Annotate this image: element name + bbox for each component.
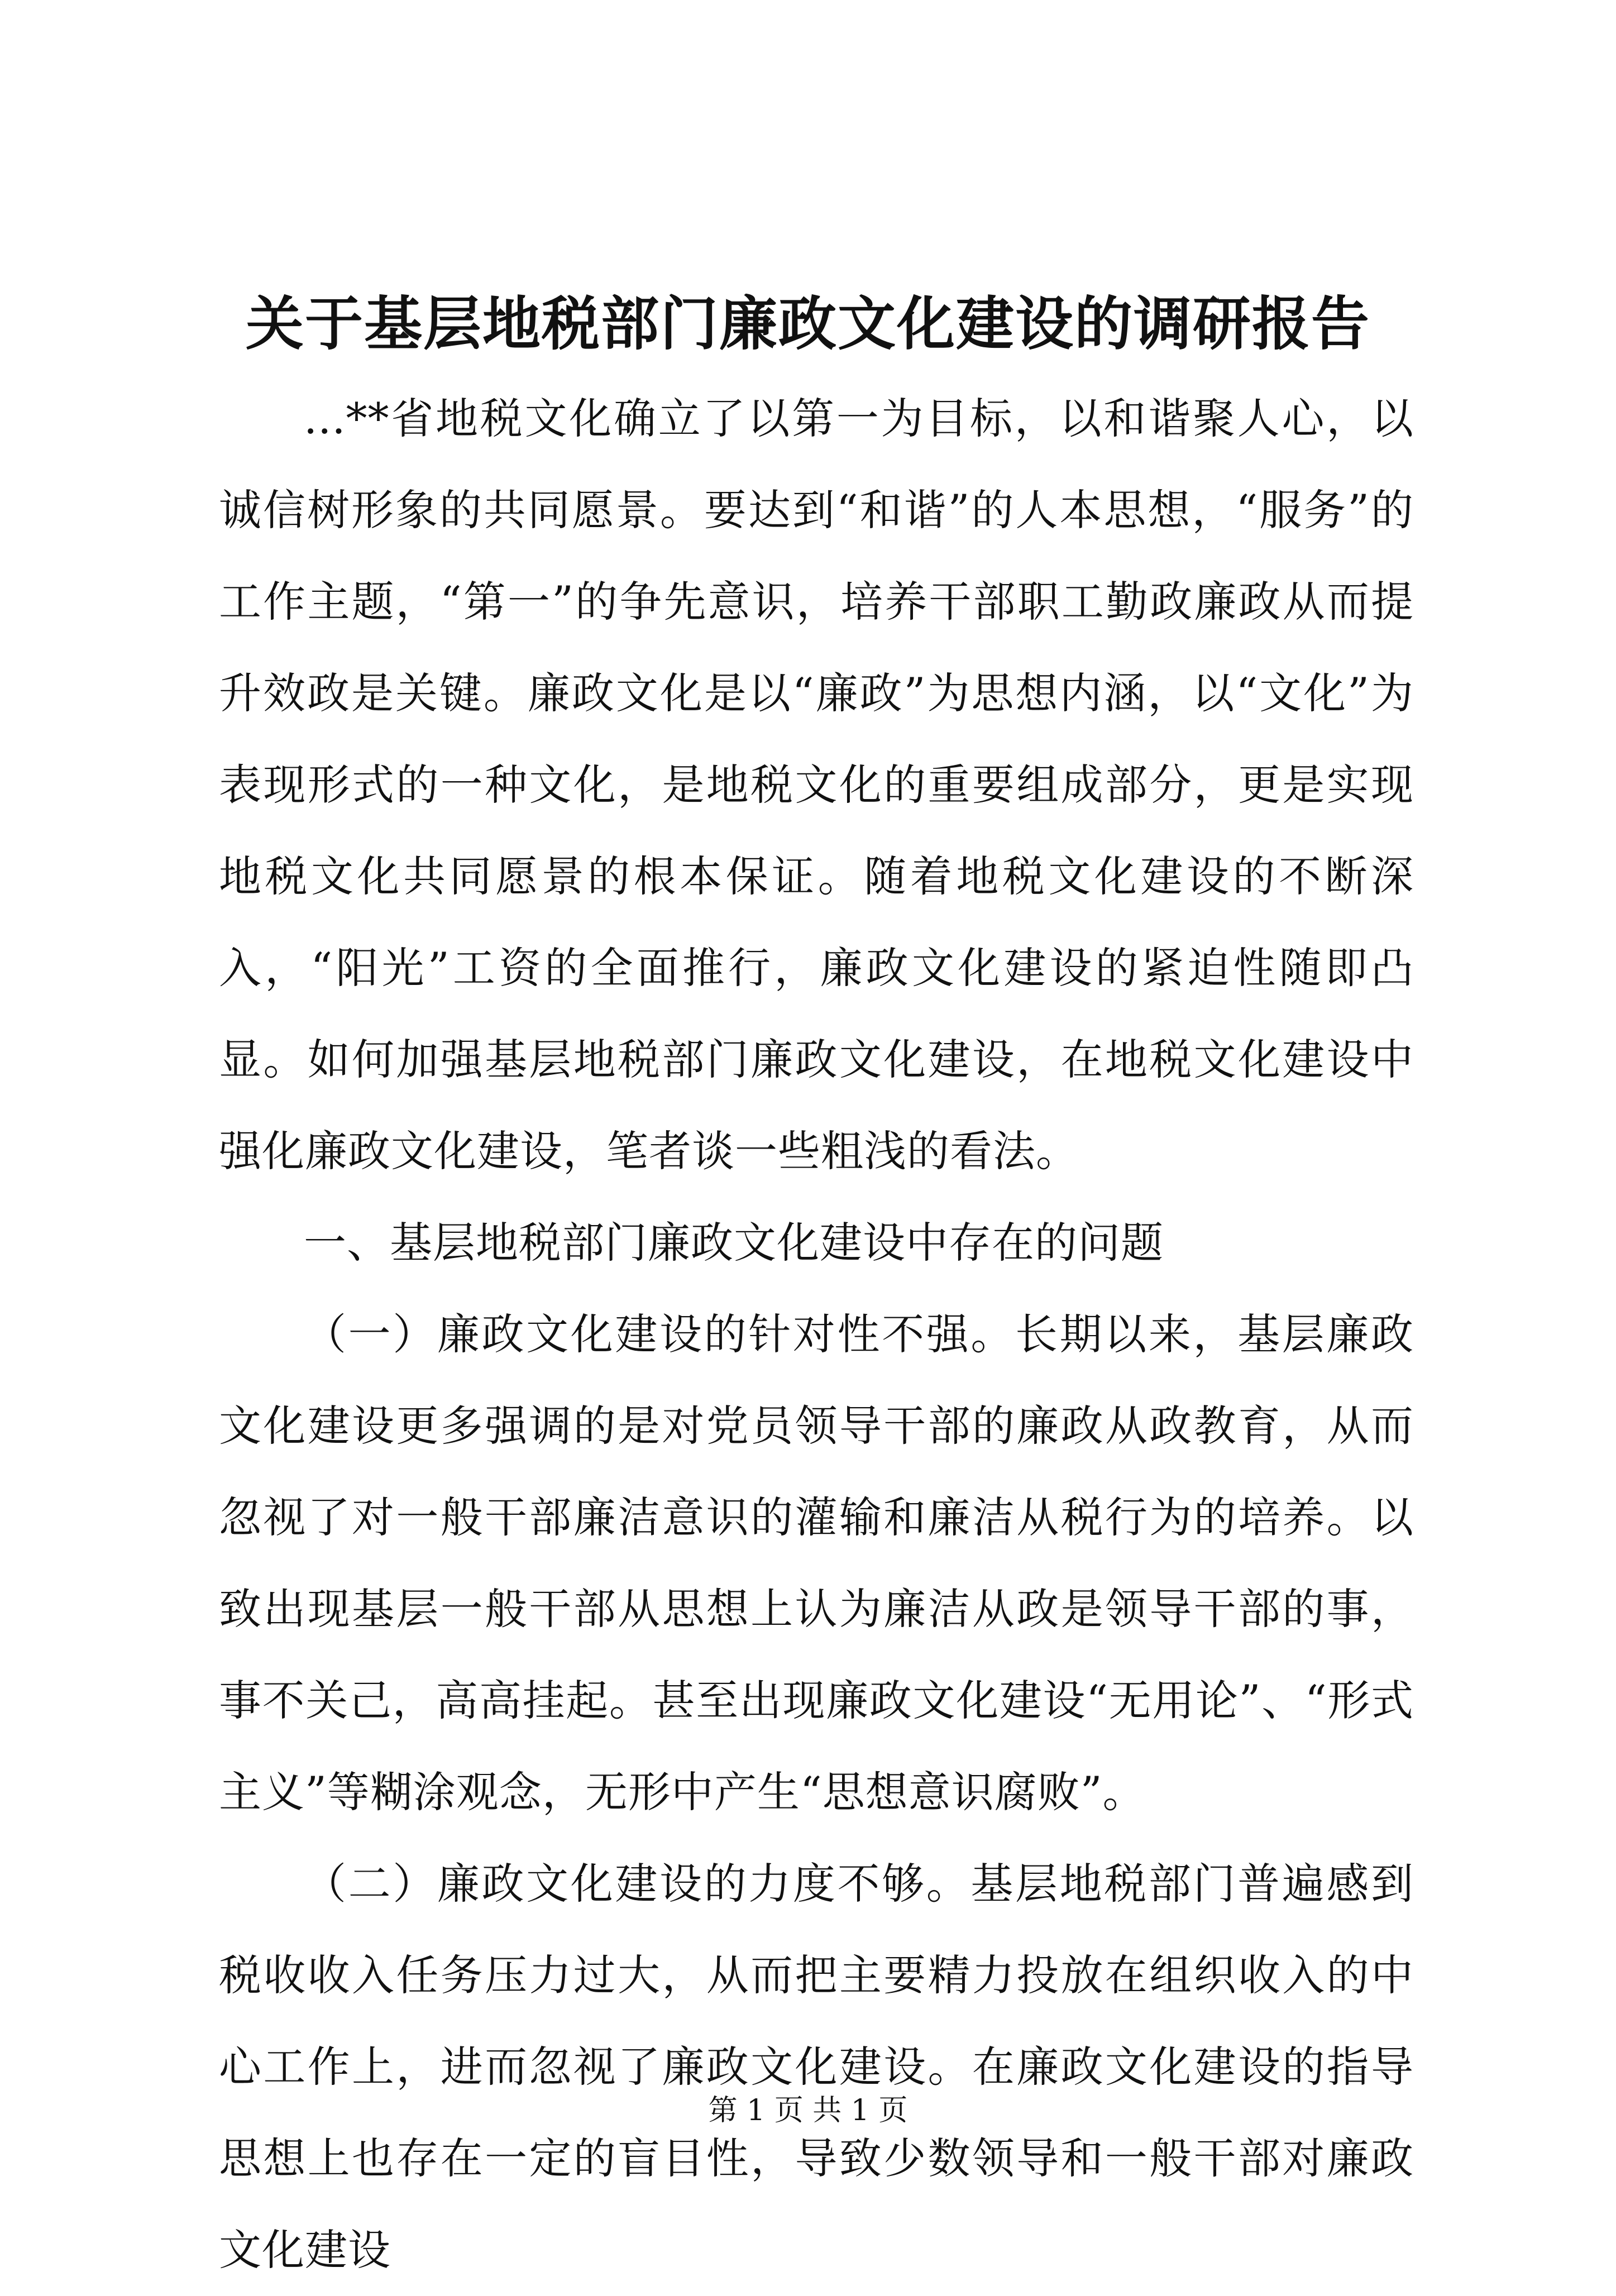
paragraph-problem-2: （二）廉政文化建设的力度不够。基层地税部门普遍感到税收收入任务压力过大，从而把主要精力投放在组织收入的中心工作上，进而忽视了廉政文化建设。在廉政文化建设的指导思想上也存在一定的盲目性，导致少数领导和一般干部对廉政文化建设 (219, 1859, 1414, 2275)
page-footer: 第 1 页 共 1 页 (708, 2094, 908, 2127)
paragraph-intro: ...**省地税文化确立了以第一为目标，以和谐聚人心，以诚信树形象的共同愿景。要达到“和谐”的人本思想，“服务”的工作主题，“第一”的争先意识，培养干部职工勤政廉政从而提升效政是关键。廉政文化是以“廉政”为思想内涵，以“文化”为表现形式的一种文化，是地税文化的重要组成部分，更是实现地税文化共同愿景的根本保证。随着地税文化建设的不断深入，“阳光”工资的全面推行，廉政文化建设的紧迫性随即凸显。如何加强基层地税部门廉政文化建设，在地税文化建设中强化廉政文化建设，笔者谈一些粗浅的看法。 (219, 394, 1414, 1176)
document-title: 关于基层地税部门廉政文化建设的调研报告 (245, 289, 1370, 358)
document-body (219, 373, 1414, 2296)
section-heading-problems: 一、基层地税部门廉政文化建设中存在的问题 (304, 1218, 1164, 1267)
paragraph-problem-1: （一）廉政文化建设的针对性不强。长期以来，基层廉政文化建设更多强调的是对党员领导干部的廉政从政教育，从而忽视了对一般干部廉洁意识的灌输和廉洁从税行为的培养。以致出现基层一般干部从思想上认为廉洁从政是领导干部的事，事不关己，高高挂起。甚至出现廉政文化建设“无用论”、“形式主义”等糊涂观念，无形中产生“思想意识腐败”。 (219, 1309, 1414, 1817)
